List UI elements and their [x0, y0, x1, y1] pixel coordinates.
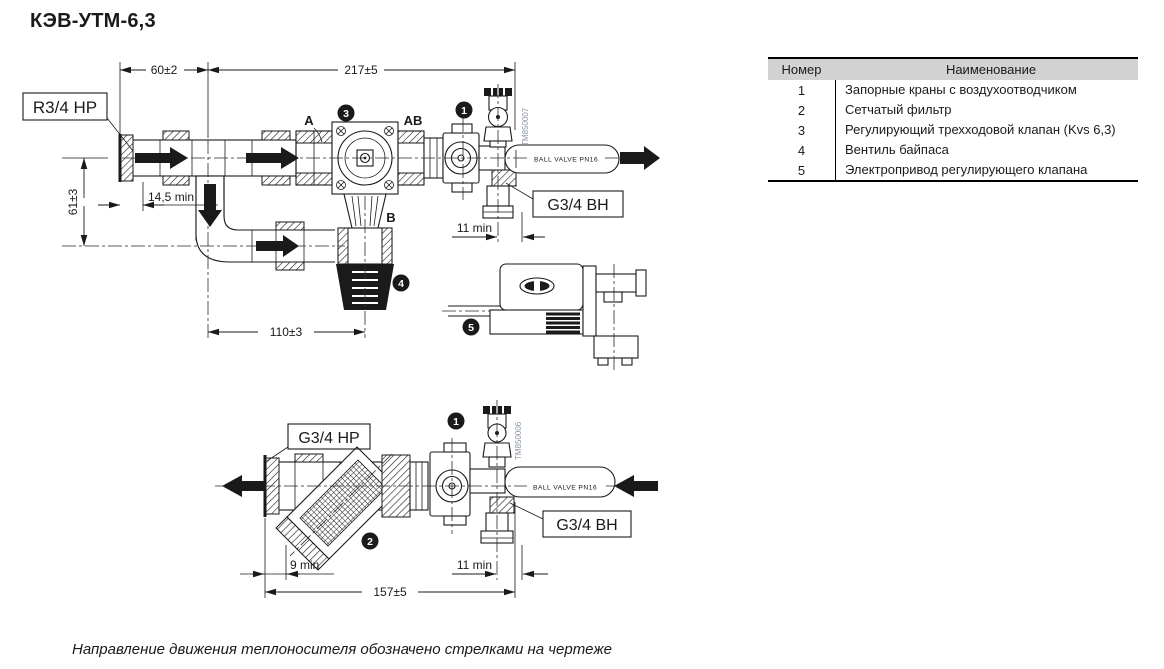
handle-text-bottom: BALL VALVE PN16 [532, 484, 598, 492]
thread-label-g34bh-bottom: G3/4 BH [556, 517, 618, 534]
callout-2: 2 [367, 536, 373, 548]
flow-direction-note: Направление движения теплоносителя обозначено стрелками на чертеже [72, 641, 613, 658]
callout-1-bottom: 1 [453, 416, 459, 428]
port-a-label: A [304, 113, 314, 128]
bottom-assembly-drawing [215, 400, 658, 599]
thread-label-r34hp: R3/4 HP [32, 98, 98, 117]
table-row [768, 140, 1138, 160]
dim-14-5: 14,5 min [148, 190, 195, 204]
table-row [768, 120, 1138, 140]
thread-label-g34bh-top: G3/4 BH [547, 197, 609, 214]
dim-110: 110±3 [269, 325, 303, 339]
header-number: Номер [781, 62, 822, 77]
part-name: Регулирующий трехходовой клапан (Kvs 6,3) [835, 120, 1138, 140]
thread-label-g34hp: G3/4 HP [298, 430, 360, 447]
callout-1-top: 1 [461, 105, 467, 117]
part-name: Сетчатый фильтр [835, 100, 1138, 120]
flow-arrow-in-right [614, 475, 658, 497]
callout-5: 5 [468, 322, 474, 334]
dim-157: 157±5 [373, 585, 407, 599]
table-row [768, 160, 1138, 180]
drawing-code-top: TM850007 [521, 107, 530, 146]
port-b-label: B [386, 210, 396, 225]
part-name: Запорные краны с воздухоотводчиком [835, 80, 1138, 100]
part-number: 5 [797, 162, 806, 178]
bypass-pipe [196, 176, 335, 270]
dim-11-bottom: 11 min [456, 558, 492, 572]
part-number: 1 [797, 82, 806, 98]
flow-arrow-out-left [222, 475, 266, 497]
dim-61: 61±3 [66, 188, 80, 216]
parts-table-header [768, 59, 1138, 80]
dim-9: 9 min [290, 558, 320, 572]
part-number: 2 [797, 102, 806, 118]
flow-arrow-out [620, 146, 660, 170]
handle-text-top: BALL VALVE PN16 [533, 156, 599, 164]
dim-217: 217±5 [344, 63, 378, 77]
part-name: Электропривод регулирующего клапана [835, 160, 1138, 180]
page-title: КЭВ-УТМ-6,3 [30, 10, 156, 32]
header-name: Наименование [945, 62, 1037, 77]
parts-table [768, 57, 1138, 182]
port-ab-label: AB [403, 113, 423, 128]
table-row [768, 100, 1138, 120]
dim-11-top: 11 min [456, 221, 492, 235]
dim-60: 60±2 [150, 63, 178, 77]
drawing-code-bottom: TM850006 [514, 421, 523, 460]
callout-4: 4 [398, 278, 404, 290]
table-row [768, 80, 1138, 100]
part-number: 4 [797, 142, 806, 158]
actuator-drawing [442, 264, 646, 370]
part-number: 3 [797, 122, 806, 138]
callout-3: 3 [343, 108, 349, 120]
part-name: Вентиль байпаса [835, 140, 1138, 160]
dimensions [66, 62, 545, 339]
